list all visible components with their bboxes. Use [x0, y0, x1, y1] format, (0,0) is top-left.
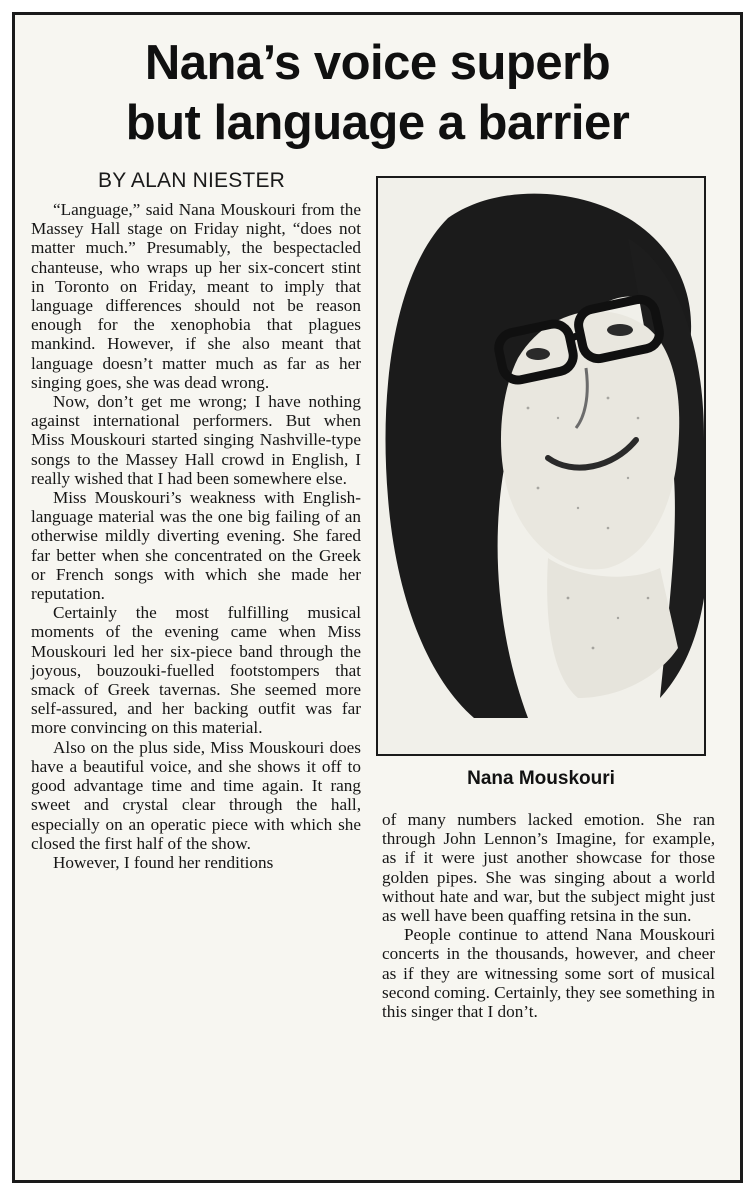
- headline-line-1: Nana’s voice superb: [144, 36, 611, 90]
- article-paragraph: Also on the plus side, Miss Mouskouri does have a beautiful voice, and she shows it off to good advantage time and time again. It rang sweet and crystal clear through the hall, especially on an operatic piece with which she closed the first half of the show.: [31, 737, 361, 853]
- headline-line-2: but language a barrier: [125, 96, 630, 150]
- portrait-illustration: [378, 178, 704, 754]
- article-column-right: [382, 810, 715, 1021]
- article-paragraph: Miss Mouskouri’s weakness with English-language material was the one big failing of an otherwise mildly diverting evening. She fared far better when she concentrated on the Greek or French songs with which she made her reputation.: [31, 488, 361, 604]
- article-paragraph: Now, don’t get me wrong; I have nothing against international performers. But when Miss Mouskouri started singing Nashville-type songs to the Massey Hall crowd in English, I really wished that I had been somewhere else.: [31, 392, 361, 488]
- article-paragraph: People continue to attend Nana Mouskouri concerts in the thousands, however, and cheer as if they are witnessing some sort of musical second coming. Certainly, they see something in this singer that I don’t.: [382, 925, 716, 1022]
- photo-caption: Nana Mouskouri: [467, 768, 615, 789]
- article-paragraph: of many numbers lacked emotion. She ran through John Lennon’s Imagine, for example, as if it were just another showcase for those golden pipes. She was singing about a world without hate and war, but the subject might just as well have been quaffing retsina in the sun.: [382, 810, 715, 926]
- portrait-photo: [376, 176, 706, 756]
- article-column-left: [31, 200, 361, 872]
- article-paragraph: However, I found her renditions: [53, 852, 274, 872]
- article-paragraph: Certainly the most fulfilling musical moments of the evening came when Miss Mouskouri led her six-piece band through the joyous, bouzouki-fuelled footstompers that smack of Greek tavernas. She seemed more self-assured, and her backing outfit was far more convincing on this material.: [31, 603, 361, 738]
- article-paragraph: “Language,” said Nana Mouskouri from the Massey Hall stage on Friday night, “does not matter much.” Presumably, the bespectacled chanteuse, who wraps up her six-concert stint in Toronto on Friday, meant to imply that language differences should not be reason enough for the xenophobia that plagues mankind. However, if she also meant that language doesn’t matter much as far as her singing goes, she was dead wrong.: [31, 200, 361, 392]
- headline: [15, 33, 740, 153]
- byline: BY ALAN NIESTER: [98, 169, 286, 192]
